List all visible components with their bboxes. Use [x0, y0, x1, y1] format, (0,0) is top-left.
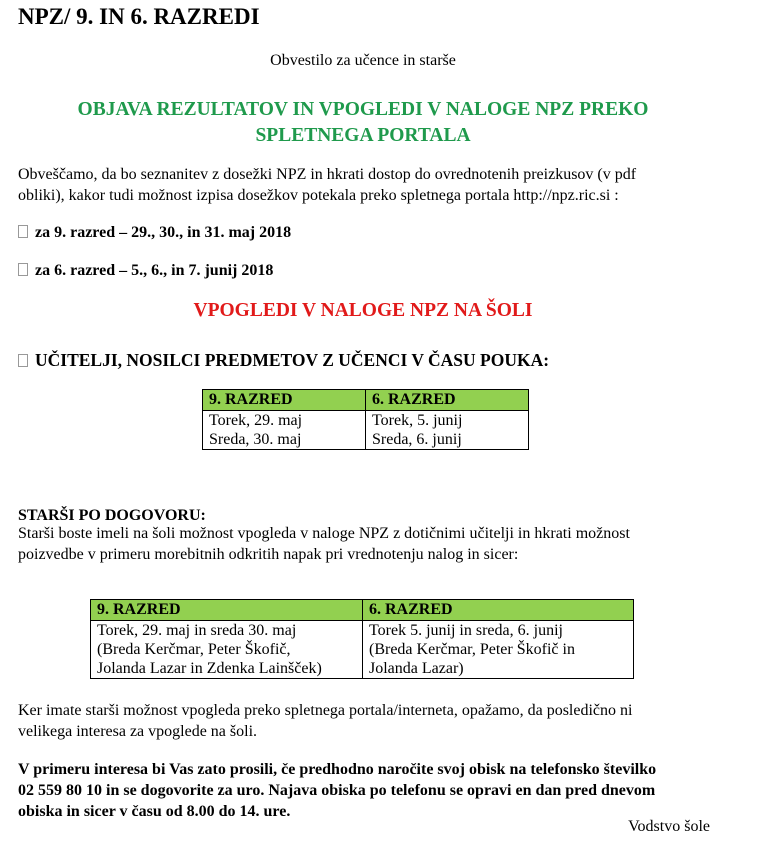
results-heading-line-1: OBJAVA REZULTATOV IN VPOGLEDI V NALOGE NPZ PREKO	[77, 99, 649, 120]
parents-paragraph	[18, 523, 668, 565]
bullet-box-icon	[18, 225, 28, 238]
request-line-1: V primeru interesa bi Vas zato prosili, če predhodno naročite svoj obisk na telefonsko številko	[18, 761, 657, 778]
table-cell-line: Torek 5. junij in sreda, 6. junij	[369, 622, 563, 639]
table-header-cell: 9. RAZRED	[91, 600, 363, 621]
request-line-2: 02 559 80 10 in se dogovorite za uro. Najava obiska po telefonu se opravi en dan pred dnevom	[18, 782, 656, 799]
results-heading	[0, 97, 726, 149]
table-cell-line: Torek, 5. junij	[372, 412, 463, 429]
notice-subtitle: Obvestilo za učence in starše	[270, 52, 456, 69]
teachers-schedule-table	[202, 389, 529, 450]
table-header-cell: 9. RAZRED	[203, 390, 366, 411]
table-header-cell: 6. RAZRED	[366, 390, 529, 411]
table-header-row	[91, 600, 634, 621]
table-cell-9-razred	[91, 621, 363, 679]
page-title: NPZ/ 9. IN 6. RAZREDI	[18, 4, 260, 29]
table-row	[91, 621, 634, 679]
table-cell-6-razred	[366, 411, 529, 450]
teachers-heading	[18, 350, 549, 371]
table-cell-line: Jolanda Lazar in Zdenka Lainšček)	[97, 660, 322, 677]
table-cell-line: Sreda, 30. maj	[209, 431, 302, 448]
intro-paragraph	[18, 164, 668, 206]
table-header-row	[203, 390, 529, 411]
table-cell-9-razred	[203, 411, 366, 450]
school-viewing-heading: VPOGLEDI V NALOGE NPZ NA ŠOLI	[193, 300, 533, 321]
request-line-3: obiska in sicer v času od 8.00 do 14. ure.	[18, 803, 291, 820]
table-cell-6-razred	[363, 621, 634, 679]
intro-line-2: obliki), kakor tudi možnost izpisa dosežkov potekala preko spletnega portala http://npz.ric.si :	[18, 187, 619, 204]
date-item-6	[18, 262, 273, 280]
date-item-6-text: za 6. razred – 5., 6., in 7. junij 2018	[35, 262, 274, 279]
date-item-9-text: za 9. razred – 29., 30., in 31. maj 2018	[35, 224, 292, 241]
intro-line-1: Obveščamo, da bo seznanitev z dosežki NPZ in hkrati dostop do ovrednotenih preizkusov (v pdf	[18, 166, 637, 183]
results-heading-line-2: SPLETNEGA PORTALA	[255, 125, 471, 146]
closing-line-2: velikega interesa za vpoglede na šoli.	[18, 723, 258, 740]
table-cell-line: Jolanda Lazar)	[369, 660, 464, 677]
signature: Vodstvo šole	[628, 818, 710, 835]
bullet-box-icon	[18, 263, 28, 276]
date-item-9	[18, 224, 291, 242]
table-cell-line: Sreda, 6. junij	[372, 431, 462, 448]
table-cell-line: Torek, 29. maj	[209, 412, 303, 429]
teachers-heading-text: UČITELJI, NOSILCI PREDMETOV Z UČENCI V ČASU POUKA:	[35, 350, 550, 370]
bullet-box-icon	[18, 354, 28, 367]
parents-schedule-table	[90, 599, 634, 679]
parents-heading: STARŠI PO DOGOVORU:	[18, 507, 206, 524]
table-cell-line: (Breda Kerčmar, Peter Škofič,	[97, 641, 291, 658]
table-row	[203, 411, 529, 450]
request-paragraph	[18, 759, 668, 822]
parents-line-1: Starši boste imeli na šoli možnost vpogleda v naloge NPZ z dotičnimi učitelji in hkrati možnost	[18, 525, 630, 542]
table-cell-line: (Breda Kerčmar, Peter Škofič in	[369, 641, 575, 658]
table-header-cell: 6. RAZRED	[363, 600, 634, 621]
parents-line-2: poizvedbe v primeru morebitnih odkritih napak pri vrednotenju nalog in sicer:	[18, 546, 519, 563]
closing-line-1: Ker imate starši možnost vpogleda preko spletnega portala/interneta, opažamo, da posledično ni	[18, 702, 633, 719]
closing-paragraph	[18, 700, 668, 742]
table-cell-line: Torek, 29. maj in sreda 30. maj	[97, 622, 297, 639]
